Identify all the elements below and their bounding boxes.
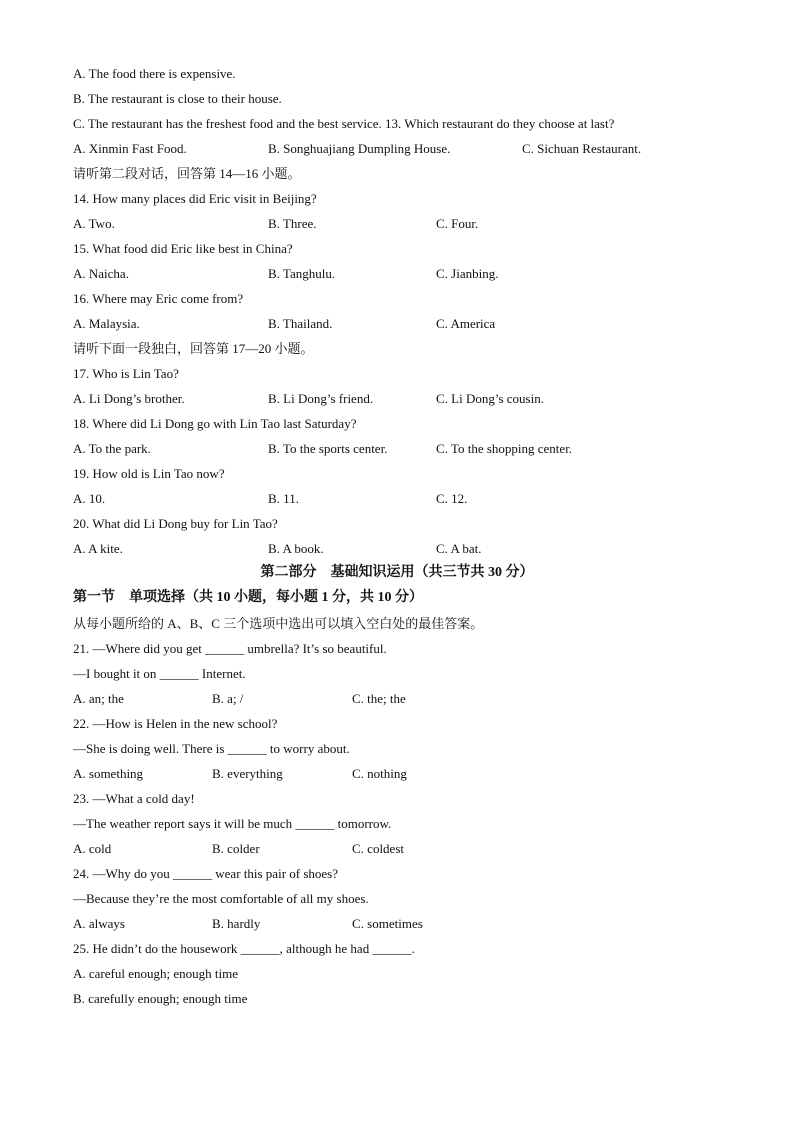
option-row (73, 141, 713, 157)
option-b: B. Songhuajiang Dumpling House. (268, 141, 451, 156)
option-b: B. Thailand. (268, 316, 333, 331)
question-stem: 24. —Why do you ______ wear this pair of shoes? (73, 866, 339, 881)
option-b: B. A book. (268, 541, 324, 556)
option-b: B. 11. (268, 491, 299, 506)
option-row (73, 316, 713, 332)
option-row (73, 216, 713, 232)
option-b: B. hardly (212, 916, 261, 931)
option-row (73, 541, 713, 557)
option-b: B. carefully enough; enough time (73, 991, 248, 1006)
option-row (73, 691, 713, 707)
option-row (73, 441, 713, 457)
option-line: C. The restaurant has the freshest food and the best service. 13. Which restaurant do they choose at last? (73, 116, 615, 131)
question-stem: 15. What food did Eric like best in China? (73, 241, 293, 256)
option-row (73, 266, 713, 282)
option-c: C. Four. (436, 216, 479, 231)
part-heading: 第二部分 基础知识运用（共三节共 30 分） (260, 565, 534, 580)
section-heading: 第一节 单项选择（共 10 小题，每小题 1 分，共 10 分） (73, 590, 423, 605)
section-instruction: 请听下面一段独白，回答第 17—20 小题。 (73, 341, 314, 356)
option-row (73, 916, 713, 932)
option-c: C. sometimes (352, 916, 423, 931)
option-b: B. everything (212, 766, 283, 781)
option-c: C. nothing (352, 766, 407, 781)
question-stem: 23. —What a cold day! (73, 791, 195, 806)
option-a: A. 10. (73, 491, 106, 506)
option-a: A. an; the (73, 691, 124, 706)
question-stem: 21. —Where did you get ______ umbrella? It’s so beautiful. (73, 641, 387, 656)
option-a: A. Li Dong’s brother. (73, 391, 185, 406)
option-row (73, 766, 713, 782)
option-b: B. colder (212, 841, 260, 856)
option-a: A. Malaysia. (73, 316, 140, 331)
question-stem: 14. How many places did Eric visit in Beijing? (73, 191, 317, 206)
dialogue-line: —Because they’re the most comfortable of all my shoes. (73, 891, 369, 906)
option-a: A. always (73, 916, 125, 931)
dialogue-line: —I bought it on ______ Internet. (73, 666, 246, 681)
question-stem: 25. He didn’t do the housework ______, although he had ______. (73, 941, 415, 956)
question-stem: 22. —How is Helen in the new school? (73, 716, 278, 731)
option-b: B. Li Dong’s friend. (268, 391, 374, 406)
option-b: B. Tanghulu. (268, 266, 336, 281)
section-instruction: 请听第二段对话，回答第 14—16 小题。 (73, 166, 301, 181)
question-stem: 18. Where did Li Dong go with Lin Tao last Saturday? (73, 416, 357, 431)
dialogue-line: —She is doing well. There is ______ to worry about. (73, 741, 350, 756)
option-b: B. a; / (212, 691, 244, 706)
option-line: A. The food there is expensive. (73, 66, 236, 81)
option-a: A. something (73, 766, 144, 781)
option-row (73, 491, 713, 507)
section-instruction: 从每小题所给的 A、B、C 三个选项中选出可以填入空白处的最佳答案。 (73, 616, 484, 631)
option-c: C. coldest (352, 841, 404, 856)
option-c: C. Jianbing. (436, 266, 499, 281)
option-b: B. Three. (268, 216, 317, 231)
question-stem: 20. What did Li Dong buy for Lin Tao? (73, 516, 278, 531)
option-b: B. To the sports center. (268, 441, 388, 456)
option-c: C. To the shopping center. (436, 441, 573, 456)
option-c: C. Li Dong’s cousin. (436, 391, 544, 406)
option-a: A. cold (73, 841, 112, 856)
option-row (73, 391, 713, 407)
option-c: C. Sichuan Restaurant. (522, 141, 642, 156)
question-stem: 19. How old is Lin Tao now? (73, 466, 225, 481)
option-line: B. The restaurant is close to their house. (73, 91, 282, 106)
question-stem: 16. Where may Eric come from? (73, 291, 244, 306)
dialogue-line: —The weather report says it will be much ______ tomorrow. (73, 816, 392, 831)
option-a: A. Two. (73, 216, 115, 231)
option-c: C. A bat. (436, 541, 482, 556)
option-a: A. To the park. (73, 441, 151, 456)
option-a: A. A kite. (73, 541, 123, 556)
option-c: C. 12. (436, 491, 468, 506)
option-c: C. the; the (352, 691, 406, 706)
option-a: A. careful enough; enough time (73, 966, 238, 981)
option-row (73, 841, 713, 857)
option-a: A. Xinmin Fast Food. (73, 141, 187, 156)
option-c: C. America (436, 316, 496, 331)
question-stem: 17. Who is Lin Tao? (73, 366, 179, 381)
option-a: A. Naicha. (73, 266, 129, 281)
